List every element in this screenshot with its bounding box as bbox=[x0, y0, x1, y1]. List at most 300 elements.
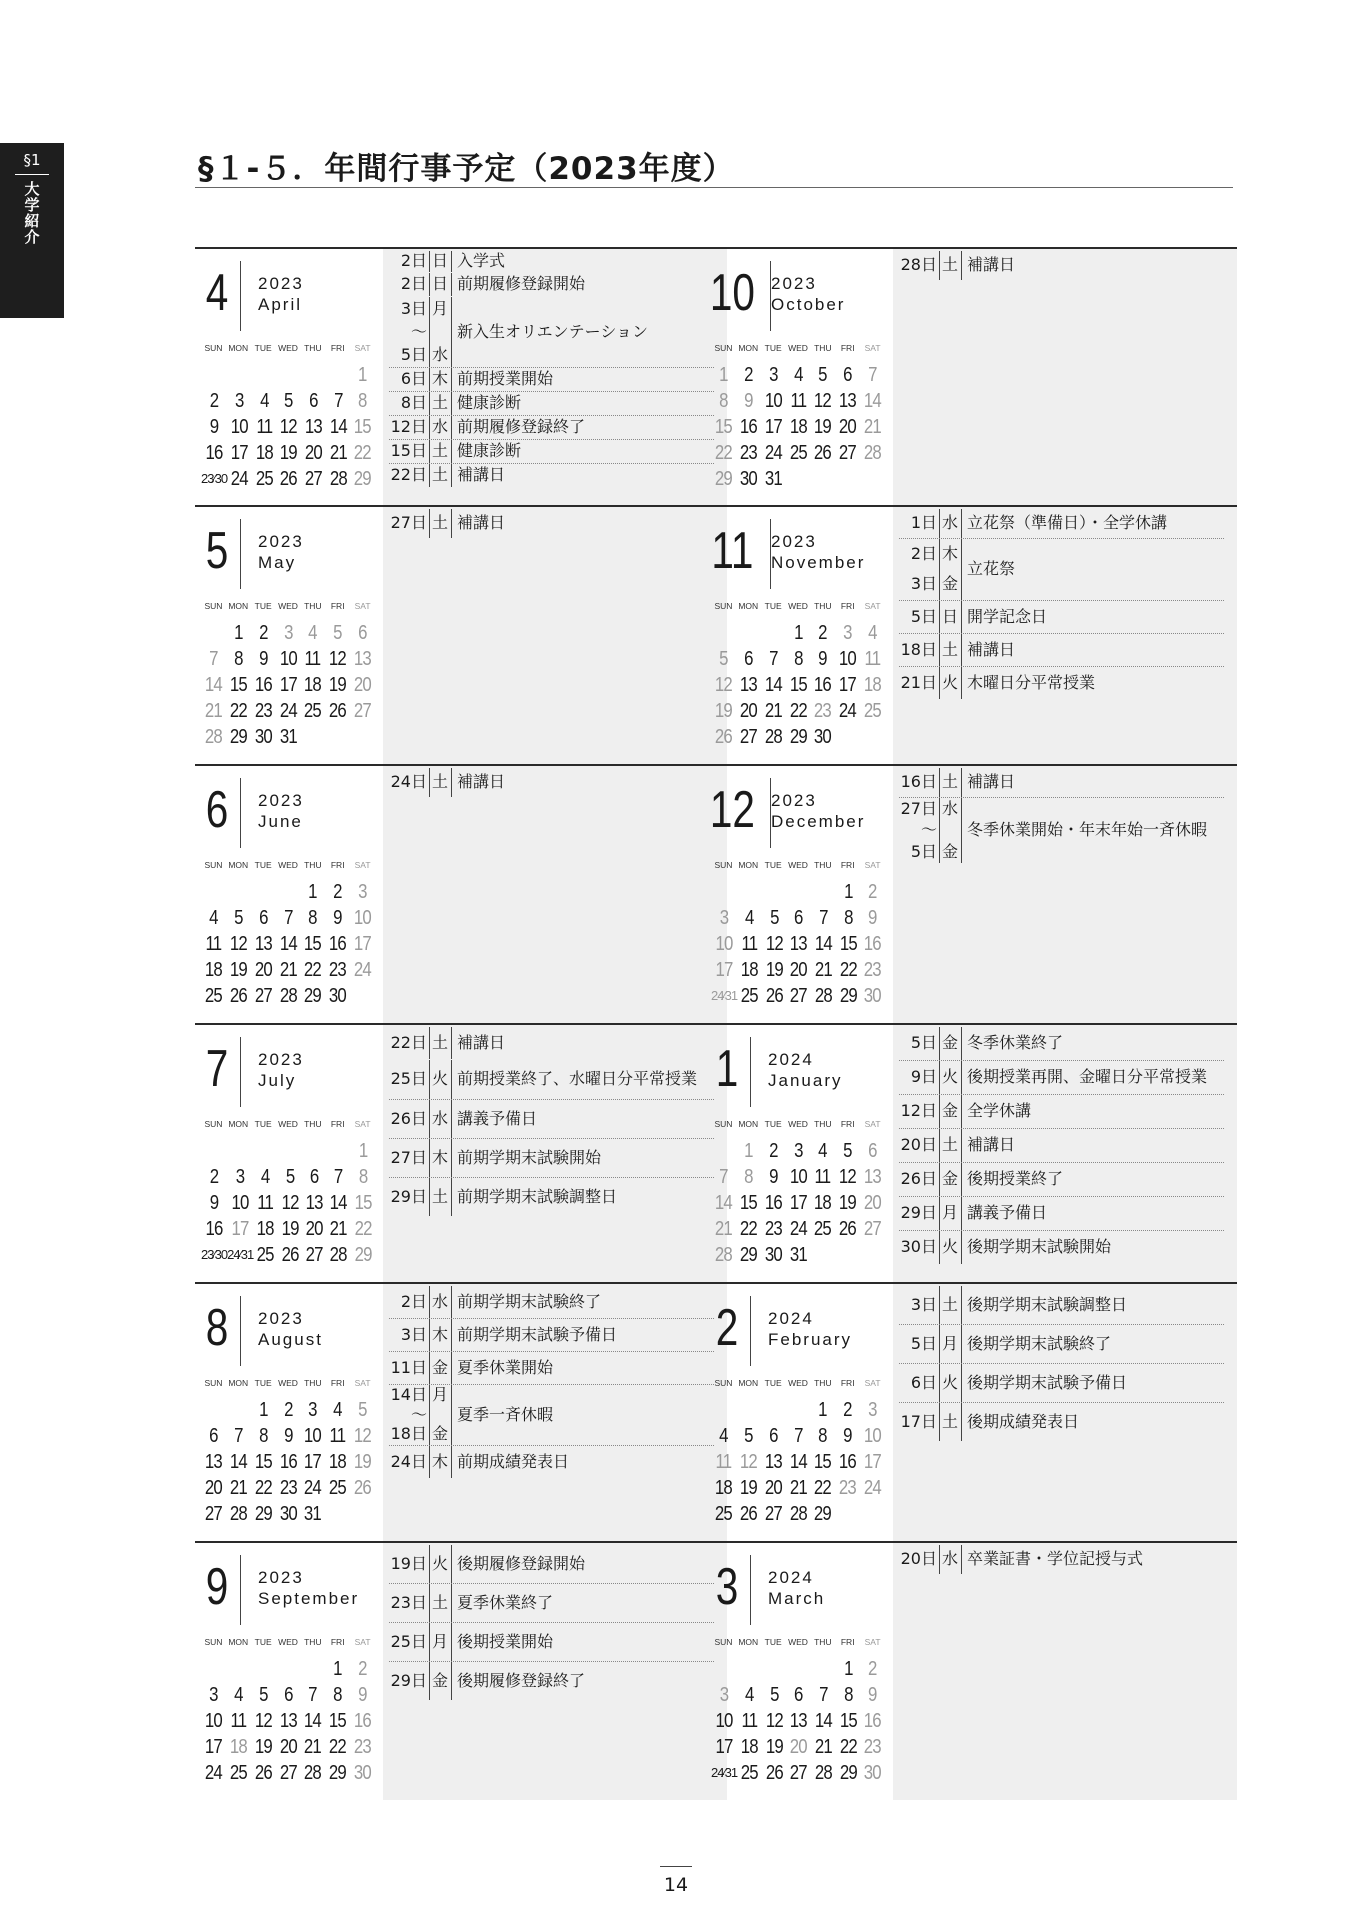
event-date bbox=[899, 1364, 940, 1402]
event-weekday-line: 金 bbox=[431, 1424, 448, 1444]
month-calendar bbox=[195, 507, 383, 764]
weekday-label: TUE bbox=[764, 1119, 782, 1129]
day-cell: 8 bbox=[358, 1166, 368, 1188]
event-date bbox=[389, 1352, 430, 1384]
month-name: February bbox=[768, 1330, 853, 1349]
day-cell: 30 bbox=[764, 1244, 782, 1266]
day-cell bbox=[279, 1138, 299, 1164]
day-cell: 21 bbox=[329, 442, 347, 464]
event-date bbox=[899, 1129, 940, 1162]
day-cell: 16 bbox=[864, 1710, 882, 1732]
event-weekday-line: 土 bbox=[431, 441, 448, 460]
day-cell: 31 bbox=[764, 468, 782, 490]
day-cell: 5 bbox=[285, 1166, 294, 1188]
event-weekday bbox=[429, 297, 452, 367]
day-cell: 20 bbox=[304, 442, 322, 464]
event-date bbox=[389, 392, 430, 415]
event-date bbox=[899, 634, 940, 666]
event-weekday-line: 日 bbox=[941, 607, 958, 626]
day-cell bbox=[278, 879, 299, 905]
day-cell: 5 bbox=[818, 364, 828, 386]
event-weekday bbox=[939, 1403, 962, 1441]
day-cell: 20 bbox=[739, 700, 757, 722]
day-cell: 24⁄31 bbox=[227, 1247, 254, 1262]
event-date-line: 17日 bbox=[900, 1412, 937, 1431]
month-name: September bbox=[258, 1589, 360, 1608]
month-name: December bbox=[771, 812, 866, 831]
weekday-label: TUE bbox=[254, 860, 272, 870]
event-row bbox=[899, 798, 1224, 863]
day-cell: 19 bbox=[739, 1477, 757, 1499]
weekday-label: SUN bbox=[714, 1637, 733, 1647]
day-cell: 17 bbox=[204, 1736, 222, 1758]
event-weekday bbox=[429, 1100, 452, 1138]
event-row bbox=[899, 1163, 1224, 1197]
day-grid bbox=[201, 620, 375, 750]
event-weekday-line: 木 bbox=[431, 1452, 448, 1471]
month-calendar bbox=[705, 507, 893, 764]
weekday-header bbox=[711, 601, 885, 611]
day-cell: 27 bbox=[204, 1503, 222, 1525]
event-date-line: 24日 bbox=[390, 772, 427, 791]
event-weekday-line: 火 bbox=[431, 1069, 448, 1088]
day-cell: 30 bbox=[279, 1503, 297, 1525]
weekday-label: SAT bbox=[354, 1637, 371, 1647]
event-weekday-line: 土 bbox=[431, 465, 448, 484]
day-cell: 14 bbox=[814, 1710, 832, 1732]
event-weekday bbox=[429, 392, 452, 415]
day-cell: 19 bbox=[814, 416, 832, 438]
day-cell: 27 bbox=[839, 442, 857, 464]
day-cell: 3 bbox=[235, 1166, 245, 1188]
day-cell: 5 bbox=[744, 1425, 753, 1447]
event-date bbox=[389, 1623, 430, 1661]
event-date-line: 27日 bbox=[390, 513, 427, 532]
day-cell: 5 bbox=[258, 1684, 268, 1706]
event-row bbox=[899, 1325, 1224, 1364]
day-cell: 10 bbox=[715, 1710, 733, 1732]
day-cell: 25 bbox=[255, 468, 273, 490]
day-cell: 27 bbox=[354, 700, 372, 722]
weekday-label: MON bbox=[738, 343, 759, 353]
day-cell: 21 bbox=[814, 959, 832, 981]
day-cell: 8 bbox=[308, 907, 318, 929]
day-cell: 23 bbox=[279, 1477, 297, 1499]
day-cell: 14 bbox=[329, 1192, 347, 1214]
day-cell bbox=[229, 1138, 251, 1164]
section-divider bbox=[15, 174, 49, 175]
day-cell: 19 bbox=[765, 959, 783, 981]
day-cell: 25 bbox=[740, 985, 758, 1007]
day-cell: 22 bbox=[739, 1218, 757, 1240]
event-date-line: 20日 bbox=[900, 1135, 937, 1154]
day-cell bbox=[304, 1138, 324, 1164]
day-cell: 16 bbox=[839, 1451, 857, 1473]
section-side-tab bbox=[0, 143, 64, 318]
event-name: 後期授業再開、金曜日分平常授業 bbox=[967, 1067, 1208, 1086]
month-divider bbox=[750, 1555, 751, 1625]
day-cell: 23 bbox=[354, 1736, 372, 1758]
day-cell: 26 bbox=[739, 1503, 757, 1525]
day-cell: 8 bbox=[719, 390, 728, 412]
day-cell: 31 bbox=[789, 1244, 807, 1266]
day-cell: 20 bbox=[764, 1477, 782, 1499]
weekday-label: SUN bbox=[714, 1119, 733, 1129]
weekday-label: THU bbox=[304, 1637, 322, 1647]
event-row bbox=[389, 464, 714, 487]
event-weekday bbox=[429, 464, 452, 487]
day-cell bbox=[302, 1656, 323, 1682]
day-cell: 9 bbox=[744, 390, 753, 412]
event-list bbox=[893, 766, 1237, 1023]
day-cell: 9 bbox=[209, 416, 219, 438]
day-cell: 15 bbox=[304, 933, 322, 955]
day-cell: 2 bbox=[333, 881, 342, 903]
day-cell: 3 bbox=[235, 390, 244, 412]
month-block bbox=[705, 764, 1237, 1023]
day-cell: 6 bbox=[794, 1684, 803, 1706]
day-cell: 9 bbox=[358, 1684, 367, 1706]
day-cell: 15 bbox=[254, 1451, 272, 1473]
event-name: 後期学期末試験予備日 bbox=[967, 1372, 1128, 1392]
day-cell: 7 bbox=[283, 907, 293, 929]
section-number: §1 bbox=[23, 151, 41, 169]
day-cell bbox=[738, 1397, 759, 1423]
day-cell: 19 bbox=[765, 1736, 783, 1758]
day-cell: 8 bbox=[843, 1684, 853, 1706]
event-weekday-line: 日 bbox=[431, 274, 448, 293]
page-number: 14 bbox=[663, 1874, 689, 1896]
weekday-label: FRI bbox=[840, 1637, 855, 1647]
event-name: 立花祭 bbox=[967, 559, 1016, 578]
event-date-line: 22日 bbox=[390, 1033, 427, 1052]
weekday-label: THU bbox=[304, 601, 322, 611]
day-cell: 8 bbox=[843, 907, 853, 929]
day-cell: 6 bbox=[283, 1684, 293, 1706]
day-cell: 5 bbox=[719, 648, 728, 670]
event-weekday bbox=[429, 1178, 452, 1216]
event-weekday-line: 金 bbox=[431, 1671, 448, 1690]
day-cell bbox=[813, 879, 834, 905]
event-name: 補講日 bbox=[457, 465, 506, 484]
weekday-label: THU bbox=[814, 1378, 832, 1388]
day-cell: 20 bbox=[354, 674, 372, 696]
day-cell: 29 bbox=[714, 468, 732, 490]
day-cell bbox=[738, 620, 759, 646]
day-cell: 9 bbox=[258, 648, 268, 670]
weekday-header bbox=[711, 860, 885, 870]
day-cell: 9 bbox=[868, 907, 877, 929]
event-row bbox=[389, 392, 714, 416]
day-cell bbox=[228, 1656, 249, 1682]
event-row bbox=[899, 634, 1224, 667]
event-date-line: 16日 bbox=[900, 772, 937, 791]
day-cell: 26 bbox=[281, 1244, 299, 1266]
day-cell: 16 bbox=[739, 416, 757, 438]
day-cell: 7 bbox=[334, 1166, 343, 1188]
event-row bbox=[899, 1231, 1224, 1264]
event-date bbox=[389, 768, 430, 797]
day-cell: 28 bbox=[329, 468, 347, 490]
day-cell: 19 bbox=[280, 442, 298, 464]
weekday-label: MON bbox=[228, 601, 249, 611]
weekday-label: FRI bbox=[330, 601, 345, 611]
event-row bbox=[389, 297, 714, 368]
day-cell bbox=[203, 620, 224, 646]
event-date-line: 3日 bbox=[910, 574, 937, 593]
day-grid bbox=[711, 1138, 885, 1268]
weekday-label: TUE bbox=[254, 1637, 272, 1647]
event-weekday bbox=[939, 634, 962, 666]
event-weekday bbox=[939, 1325, 962, 1363]
event-weekday-line: 土 bbox=[431, 1187, 448, 1206]
event-date bbox=[389, 1319, 430, 1351]
day-cell: 28 bbox=[814, 1762, 832, 1784]
day-cell: 2 bbox=[744, 364, 753, 386]
day-cell: 6 bbox=[744, 648, 753, 670]
day-cell: 17 bbox=[715, 1736, 733, 1758]
event-weekday-line: 水 bbox=[941, 1549, 958, 1568]
day-cell: 3 bbox=[283, 622, 293, 644]
day-cell: 17 bbox=[789, 1192, 807, 1214]
event-weekday-line: 月 bbox=[431, 1632, 448, 1651]
event-weekday bbox=[939, 1129, 962, 1162]
day-cell: 6 bbox=[258, 907, 268, 929]
event-name: 入学式 bbox=[457, 251, 506, 270]
event-date-line: 6日 bbox=[400, 369, 427, 388]
day-cell: 15 bbox=[354, 1192, 372, 1214]
event-date-line: 12日 bbox=[900, 1101, 937, 1120]
event-name: 補講日 bbox=[457, 772, 506, 791]
weekday-label: FRI bbox=[330, 1119, 345, 1129]
event-name: 補講日 bbox=[967, 772, 1016, 791]
day-cell: 23 bbox=[329, 959, 347, 981]
event-weekday-line: 月 bbox=[431, 299, 448, 318]
day-cell: 19 bbox=[254, 1736, 272, 1758]
day-cell: 28 bbox=[789, 1503, 807, 1525]
month-block bbox=[195, 1023, 727, 1282]
day-cell: 22 bbox=[354, 442, 372, 464]
day-cell bbox=[788, 1656, 809, 1682]
event-weekday bbox=[429, 1060, 452, 1099]
event-name: 開学記念日 bbox=[967, 606, 1048, 626]
event-row bbox=[389, 1100, 714, 1139]
weekday-label: FRI bbox=[840, 601, 855, 611]
month-block bbox=[705, 1282, 1237, 1541]
day-cell: 11 bbox=[790, 390, 806, 412]
day-cell: 7 bbox=[793, 1425, 803, 1447]
day-cell: 1 bbox=[843, 1658, 853, 1680]
day-cell: 25 bbox=[229, 1762, 247, 1784]
day-cell: 7 bbox=[209, 648, 218, 670]
day-cell: 15 bbox=[839, 933, 857, 955]
event-weekday bbox=[939, 667, 962, 699]
event-weekday bbox=[939, 1197, 962, 1230]
event-weekday bbox=[939, 539, 962, 600]
event-date bbox=[899, 1027, 940, 1060]
event-name: 冬季休業開始・年末年始一斉休暇 bbox=[967, 820, 1208, 839]
day-cell: 4 bbox=[745, 907, 754, 929]
day-cell: 3 bbox=[843, 622, 852, 644]
day-cell: 13 bbox=[354, 648, 372, 670]
event-name: 夏季休業開始 bbox=[457, 1357, 554, 1377]
day-cell: 8 bbox=[234, 648, 243, 670]
event-date-line: 29日 bbox=[900, 1203, 937, 1222]
day-cell: 24 bbox=[764, 442, 782, 464]
event-date bbox=[389, 1139, 430, 1177]
event-row bbox=[899, 509, 1224, 539]
day-grid bbox=[201, 1138, 375, 1268]
event-weekday-line: 土 bbox=[431, 772, 448, 791]
weekday-label: THU bbox=[304, 860, 322, 870]
day-cell: 17 bbox=[864, 1451, 882, 1473]
day-cell: 19 bbox=[229, 959, 247, 981]
event-name: 健康診断 bbox=[457, 441, 522, 460]
day-cell: 5 bbox=[284, 390, 293, 412]
weekday-header bbox=[711, 1378, 885, 1388]
event-weekday-line: 火 bbox=[941, 1373, 958, 1392]
weekday-label: MON bbox=[738, 1119, 759, 1129]
day-cell bbox=[713, 1138, 734, 1164]
event-date bbox=[389, 1027, 430, 1059]
event-weekday bbox=[429, 1545, 452, 1583]
event-weekday bbox=[939, 1095, 962, 1128]
day-cell: 3 bbox=[719, 1684, 729, 1706]
day-cell: 12 bbox=[839, 1166, 857, 1188]
day-cell: 9 bbox=[283, 1425, 293, 1447]
day-cell bbox=[203, 1138, 225, 1164]
event-date-line: 26日 bbox=[390, 1109, 427, 1128]
event-name: 後期学期末試験終了 bbox=[967, 1333, 1112, 1353]
event-weekday bbox=[429, 1286, 452, 1318]
weekday-label: WED bbox=[278, 1637, 298, 1647]
month-year: 2024 bbox=[768, 1568, 814, 1587]
day-cell: 17 bbox=[304, 1451, 322, 1473]
day-cell: 22 bbox=[714, 442, 732, 464]
day-cell: 21 bbox=[279, 959, 297, 981]
event-weekday-line: 木 bbox=[431, 1325, 448, 1344]
event-date-line: 5日 bbox=[910, 607, 937, 626]
event-row bbox=[389, 1446, 714, 1478]
day-cell: 21 bbox=[304, 1736, 322, 1758]
day-cell bbox=[255, 1138, 275, 1164]
day-cell: 16 bbox=[329, 933, 347, 955]
month-divider bbox=[750, 1296, 751, 1366]
event-name: 夏季一斉休暇 bbox=[457, 1405, 554, 1424]
day-cell: 29 bbox=[839, 1762, 857, 1784]
day-cell: 7 bbox=[234, 1425, 243, 1447]
day-cell: 24 bbox=[864, 1477, 882, 1499]
event-row bbox=[389, 1352, 714, 1385]
event-date bbox=[899, 768, 940, 797]
event-row bbox=[899, 667, 1224, 699]
day-cell: 27 bbox=[864, 1218, 882, 1240]
event-row bbox=[389, 1385, 714, 1446]
event-date bbox=[899, 539, 940, 600]
day-cell: 31 bbox=[279, 726, 297, 748]
day-cell: 28 bbox=[229, 1503, 247, 1525]
event-weekday bbox=[429, 416, 452, 439]
event-name: 前期授業終了、水曜日分平常授業 bbox=[457, 1069, 698, 1088]
month-divider bbox=[240, 1037, 241, 1107]
day-cell: 28 bbox=[714, 1244, 732, 1266]
event-weekday bbox=[429, 509, 452, 538]
event-date bbox=[389, 1178, 430, 1216]
day-cell: 4 bbox=[868, 622, 877, 644]
day-cell: 24 bbox=[204, 1762, 222, 1784]
day-cell: 1 bbox=[793, 622, 803, 644]
day-cell bbox=[203, 1656, 224, 1682]
day-cell: 10 bbox=[864, 1425, 882, 1447]
day-cell: 9 bbox=[333, 907, 342, 929]
day-cell: 13 bbox=[839, 390, 857, 412]
day-cell: 21 bbox=[204, 700, 222, 722]
day-cell: 7 bbox=[819, 907, 828, 929]
event-name: 補講日 bbox=[967, 639, 1016, 659]
event-date-line: 12日 bbox=[390, 417, 427, 436]
weekday-label: TUE bbox=[254, 343, 272, 353]
event-name: 木曜日分平常授業 bbox=[967, 672, 1096, 692]
event-date-line: 19日 bbox=[390, 1554, 427, 1573]
day-cell: 26 bbox=[280, 468, 298, 490]
day-cell: 26 bbox=[229, 985, 247, 1007]
day-cell: 28 bbox=[329, 1244, 347, 1266]
day-cell: 8 bbox=[744, 1166, 753, 1188]
day-cell: 13 bbox=[764, 1451, 782, 1473]
day-cell: 1 bbox=[333, 1658, 342, 1680]
weekday-label: MON bbox=[738, 601, 759, 611]
event-weekday-line: 日 bbox=[431, 251, 448, 270]
weekday-label: FRI bbox=[330, 1637, 345, 1647]
month-year: 2023 bbox=[258, 532, 304, 551]
day-cell: 24 bbox=[230, 468, 248, 490]
day-cell: 25 bbox=[864, 700, 882, 722]
event-list bbox=[383, 1025, 727, 1282]
event-date-line: 3日 bbox=[910, 1295, 937, 1314]
day-cell: 4 bbox=[308, 622, 318, 644]
day-cell bbox=[739, 1656, 760, 1682]
day-cell: 23⁄30 bbox=[201, 1247, 228, 1262]
day-cell: 2 bbox=[868, 1658, 877, 1680]
day-cell: 16 bbox=[764, 1192, 782, 1214]
day-cell bbox=[228, 1397, 249, 1423]
day-cell bbox=[303, 362, 324, 388]
event-weekday-line: 火 bbox=[431, 1554, 448, 1573]
event-row bbox=[389, 1662, 714, 1700]
day-cell: 24⁄31 bbox=[711, 1765, 738, 1780]
event-row bbox=[899, 1545, 1224, 1574]
day-cell bbox=[203, 879, 224, 905]
event-row bbox=[899, 1197, 1224, 1231]
event-weekday-line: 土 bbox=[941, 255, 958, 274]
day-grid bbox=[201, 1397, 375, 1527]
month-calendar bbox=[705, 1284, 893, 1541]
day-cell: 5 bbox=[843, 1140, 852, 1162]
event-date bbox=[389, 464, 430, 487]
day-cell: 15 bbox=[739, 1192, 757, 1214]
day-cell: 8 bbox=[793, 648, 803, 670]
day-cell: 2 bbox=[209, 390, 219, 412]
event-list bbox=[893, 507, 1237, 764]
weekday-label: THU bbox=[304, 343, 322, 353]
day-cell: 2 bbox=[768, 1140, 778, 1162]
weekday-header bbox=[201, 601, 375, 611]
month-year: 2024 bbox=[768, 1050, 814, 1069]
event-weekday bbox=[939, 1545, 962, 1574]
day-cell: 6 bbox=[868, 1140, 877, 1162]
day-cell: 12 bbox=[714, 674, 732, 696]
section-label: 大学紹介 bbox=[22, 181, 41, 245]
